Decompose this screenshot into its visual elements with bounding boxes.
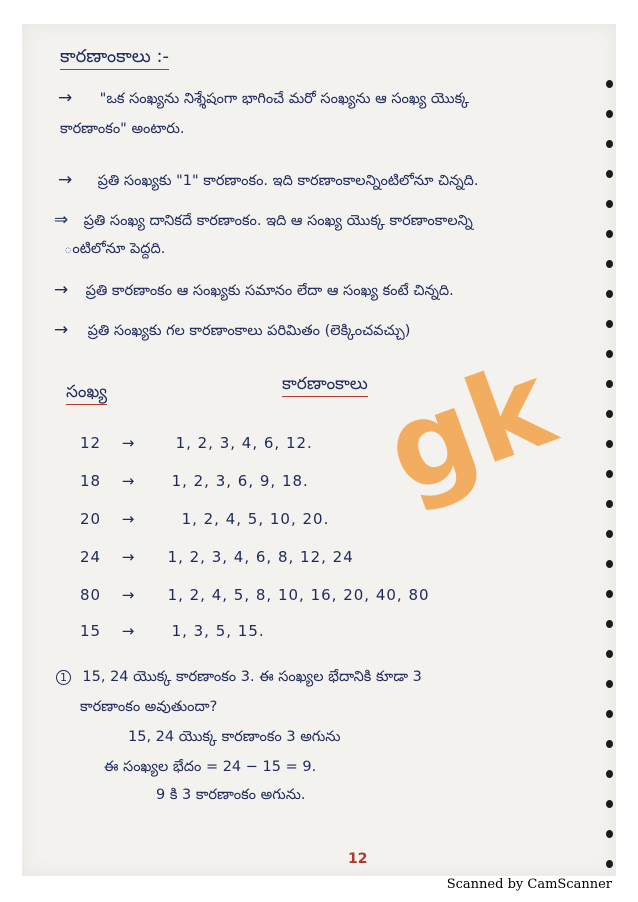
question-line2: కారణాంకం అవుతుందా? bbox=[80, 699, 218, 715]
row-factors: 1, 2, 3, 4, 6, 12. bbox=[175, 434, 313, 452]
page-number: 12 bbox=[348, 851, 368, 867]
table-row bbox=[80, 436, 313, 451]
table-row bbox=[80, 550, 354, 565]
row-arrow: → bbox=[121, 548, 136, 566]
answer-line2: ఈ సంఖ్యల భేదం = 24 − 15 = 9. bbox=[104, 759, 317, 775]
row-factors: 1, 2, 4, 5, 10, 20. bbox=[181, 510, 330, 528]
row-number: 20 bbox=[80, 510, 102, 528]
question-line1: 15, 24 యొక్క కారణాంకం 3. ఈ సంఖ్యల భేదానికి కూడా 3 bbox=[82, 669, 422, 685]
answer-line3: 9 కి 3 కారణాంకం అగును. bbox=[156, 787, 306, 803]
bullet-4 bbox=[54, 282, 454, 299]
bullet-2 bbox=[58, 172, 479, 189]
row-number: 80 bbox=[80, 586, 102, 604]
row-number: 15 bbox=[80, 622, 102, 640]
bullet-4-marker: → bbox=[54, 280, 69, 300]
row-arrow: → bbox=[121, 586, 136, 604]
table-header-number: సంఖ్య bbox=[66, 384, 107, 405]
bullet-3-marker: ⇒ bbox=[54, 210, 69, 230]
watermark-logo: gk bbox=[368, 334, 569, 521]
bullet-1-line2: కారణాంకం" అంటారు. bbox=[60, 121, 185, 137]
scanner-credit: Scanned by CamScanner bbox=[446, 877, 612, 892]
bullet-3-line2: ంటిలోనూ పెద్దది. bbox=[64, 241, 166, 257]
spiral-binding bbox=[602, 80, 616, 870]
row-factors: 1, 2, 3, 4, 6, 8, 12, 24 bbox=[167, 548, 354, 566]
question bbox=[56, 668, 422, 685]
question-number: 1 bbox=[56, 670, 71, 685]
bullet-3-line1: ప్రతి సంఖ్య దానికదే కారణాంకం. ఇది ఆ సంఖ్య యొక్క కారణాంకాలన్ని bbox=[83, 213, 473, 229]
bullet-4-line1: ప్రతి కారణాంకం ఆ సంఖ్యకు సమానం లేదా ఆ సంఖ్య కంటే చిన్నది. bbox=[85, 283, 454, 299]
bullet-1-line1: "ఒక సంఖ్యను నిశ్శేషంగా భాగించే మరో సంఖ్యను ఆ సంఖ్య యొక్క bbox=[99, 91, 470, 107]
bullet-1-marker: → bbox=[58, 88, 73, 108]
bullet-5-line1: ప్రతి సంఖ్యకు గల కారణాంకాలు పరిమితం (లెక్కించవచ్చు) bbox=[87, 323, 411, 339]
table-row bbox=[80, 512, 329, 527]
row-factors: 1, 2, 3, 6, 9, 18. bbox=[171, 472, 309, 490]
answer-line1: 15, 24 యొక్క కారణాంకం 3 అగును bbox=[128, 729, 341, 745]
page-heading: కారణాంకాలు :- bbox=[60, 48, 169, 70]
bullet-3 bbox=[54, 212, 473, 229]
bullet-2-marker: → bbox=[58, 170, 73, 190]
row-factors: 1, 2, 4, 5, 8, 10, 16, 20, 40, 80 bbox=[167, 586, 430, 604]
table-row bbox=[80, 588, 430, 603]
row-arrow: → bbox=[121, 510, 136, 528]
bullet-5 bbox=[54, 322, 410, 339]
table-row bbox=[80, 624, 265, 639]
row-number: 24 bbox=[80, 548, 102, 566]
row-arrow: → bbox=[121, 472, 136, 490]
bullet-5-marker: → bbox=[54, 320, 69, 340]
row-arrow: → bbox=[121, 434, 136, 452]
row-arrow: → bbox=[121, 622, 136, 640]
table-row bbox=[80, 474, 309, 489]
table-header-factors: కారణాంకాలు bbox=[282, 376, 368, 397]
row-number: 12 bbox=[80, 434, 102, 452]
bullet-2-line1: ప్రతి సంఖ్యకు "1" కారణాంకం. ఇది కారణాంకాలన్నింటిలోనూ చిన్నది. bbox=[97, 173, 479, 189]
row-number: 18 bbox=[80, 472, 102, 490]
bullet-1 bbox=[58, 90, 469, 107]
row-factors: 1, 3, 5, 15. bbox=[171, 622, 265, 640]
